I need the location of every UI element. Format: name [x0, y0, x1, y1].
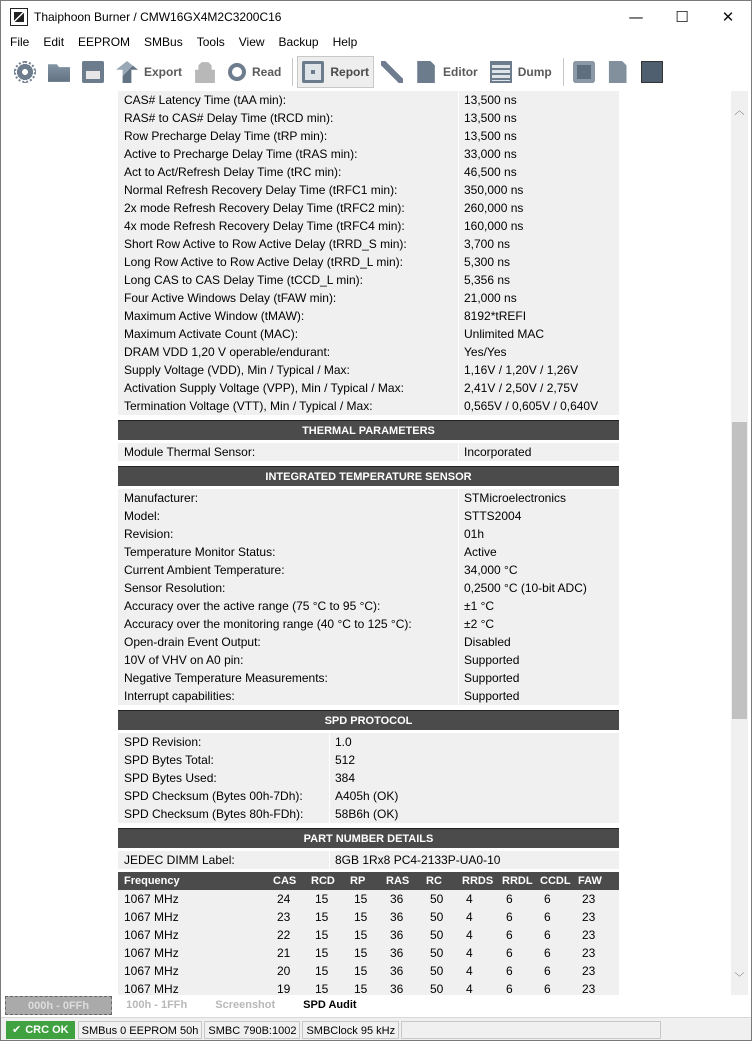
crc-status-badge [6, 1021, 75, 1039]
table-cell: 4 [466, 892, 473, 906]
row-label: JEDEC DIMM Label: [118, 851, 330, 869]
app-logo-icon [10, 8, 28, 26]
table-cell: 20 [277, 964, 291, 978]
row-label: Termination Voltage (VTT), Min / Typical / Max: [118, 397, 459, 415]
row-value: 384 [335, 771, 356, 785]
report-row [118, 145, 619, 163]
row-value: 34,000 °C [464, 563, 518, 577]
export-button[interactable] [111, 56, 187, 88]
section-header-spd: SPD PROTOCOL [118, 710, 619, 730]
report-row [118, 597, 619, 615]
report-row [118, 127, 619, 145]
row-value: 46,500 ns [464, 165, 517, 179]
report-row [118, 343, 619, 361]
table-cell: 36 [390, 964, 404, 978]
row-label: Act to Act/Refresh Delay Time (tRC min): [118, 163, 459, 181]
row-value: Supported [464, 653, 520, 667]
table-cell: 23 [582, 928, 596, 942]
row-value: Active [464, 545, 497, 559]
row-value: 160,000 ns [464, 219, 524, 233]
read-label: Read [252, 65, 282, 79]
crc-status-label: CRC OK [25, 1023, 69, 1036]
read-button[interactable] [223, 56, 286, 88]
table-cell: 23 [582, 910, 596, 924]
table-cell: 1067 MHz [124, 892, 179, 906]
report-row [118, 489, 619, 507]
menu-tools[interactable]: Tools [196, 35, 225, 49]
editor-icon [415, 61, 437, 83]
spd-section [118, 733, 619, 823]
report-row [118, 235, 619, 253]
row-value: 3,700 ns [464, 237, 511, 251]
row-value: 5,300 ns [464, 255, 511, 269]
row-label: Module Thermal Sensor: [118, 443, 459, 461]
report-row [118, 543, 619, 561]
column-header: RCD [311, 875, 335, 887]
scrollbar-thumb[interactable] [732, 422, 747, 719]
column-header: RAS [386, 875, 410, 887]
table-cell: 36 [390, 946, 404, 960]
report-row [118, 751, 619, 769]
toolbar [1, 54, 751, 90]
row-value: Supported [464, 689, 520, 703]
row-label: Interrupt capabilities: [118, 687, 459, 705]
table-cell: 1067 MHz [124, 928, 179, 942]
table-cell: 21 [277, 946, 291, 960]
table-cell: 1067 MHz [124, 964, 179, 978]
section-header-thermal: THERMAL PARAMETERS [118, 420, 619, 440]
table-cell: 23 [582, 982, 596, 995]
row-value: 2,41V / 2,50V / 2,75V [464, 381, 579, 395]
status-empty-panel [401, 1021, 661, 1039]
table-cell: 36 [390, 910, 404, 924]
row-value: Unlimited MAC [464, 327, 545, 341]
dump-icon [490, 61, 512, 83]
report-row [118, 507, 619, 525]
part-section [118, 851, 619, 869]
row-value: 21,000 ns [464, 291, 517, 305]
table-cell: 6 [506, 946, 513, 960]
row-value: 58B6h (OK) [335, 807, 399, 821]
table-cell: 15 [354, 946, 368, 960]
row-label: Model: [118, 507, 459, 525]
row-label: SPD Checksum (Bytes 00h-7Dh): [118, 787, 330, 805]
table-cell: 6 [544, 928, 551, 942]
table-cell: 15 [354, 892, 368, 906]
row-label: 2x mode Refresh Recovery Delay Time (tRFC2 min): [118, 199, 459, 217]
row-label: SPD Bytes Used: [118, 769, 330, 787]
table-cell: 15 [315, 946, 329, 960]
menu-view[interactable]: View [238, 35, 265, 49]
report-row [118, 805, 619, 823]
report-row [118, 163, 619, 181]
row-label: SPD Checksum (Bytes 80h-FDh): [118, 805, 330, 823]
save-icon [82, 61, 104, 83]
thermal-section [118, 443, 619, 461]
status-bar [1, 1017, 751, 1041]
open-button[interactable] [43, 56, 75, 88]
table-cell: 24 [277, 892, 291, 906]
report-row [118, 271, 619, 289]
column-header: RRDL [502, 875, 533, 887]
table-cell: 4 [466, 964, 473, 978]
menu-edit[interactable]: Edit [43, 35, 65, 49]
row-label: Manufacturer: [118, 489, 459, 507]
menu-backup[interactable]: Backup [278, 35, 319, 49]
table-row [118, 908, 619, 926]
row-value: 8GB 1Rx8 PC4-2133P-UA0-10 [335, 853, 501, 867]
export-label: Export [144, 65, 183, 79]
row-value: 512 [335, 753, 356, 767]
table-cell: 6 [506, 964, 513, 978]
chip-button[interactable] [568, 56, 600, 88]
table-cell: 6 [544, 892, 551, 906]
timing-section [118, 91, 619, 415]
table-cell: 15 [315, 928, 329, 942]
export-icon [116, 61, 138, 83]
row-label: SPD Revision: [118, 733, 330, 751]
row-value: 5,356 ns [464, 273, 511, 287]
table-cell: 6 [544, 946, 551, 960]
row-label: Normal Refresh Recovery Delay Time (tRFC1 min): [118, 181, 459, 199]
table-cell: 15 [315, 892, 329, 906]
smbus-status: SMBus 0 EEPROM 50h [78, 1021, 203, 1039]
row-label: Long Row Active to Row Active Delay (tRRD_L min): [118, 253, 459, 271]
report-row [118, 325, 619, 343]
smbc-status: SMBC 790B:1002 [204, 1021, 300, 1039]
row-value: Incorporated [464, 445, 532, 459]
table-cell: 50 [430, 892, 444, 906]
chip-icon [573, 61, 595, 83]
table-cell: 1067 MHz [124, 982, 179, 995]
toolbar-separator [292, 58, 293, 86]
table-cell: 4 [466, 928, 473, 942]
report-row [118, 199, 619, 217]
dump-label: Dump [517, 65, 552, 79]
report-row [118, 91, 619, 109]
report-row [118, 289, 619, 307]
read-icon [228, 63, 246, 81]
window-title: Thaiphoon Burner / CMW16GX4M2C3200C16 [34, 9, 282, 24]
table-cell: 15 [315, 910, 329, 924]
row-label: RAS# to CAS# Delay Time (tRCD min): [118, 109, 459, 127]
report-row [118, 687, 619, 705]
row-label: Accuracy over the monitoring range (40 °C to 125 °C): [118, 615, 459, 633]
row-label: Maximum Activate Count (MAC): [118, 325, 459, 343]
minimize-button[interactable]: — [628, 7, 644, 26]
table-cell: 23 [582, 964, 596, 978]
table-cell: 50 [430, 928, 444, 942]
sensor-section [118, 489, 619, 705]
table-cell: 15 [315, 982, 329, 995]
waveform-icon [641, 61, 663, 83]
table-cell: 15 [315, 964, 329, 978]
table-cell: 6 [506, 910, 513, 924]
table-cell: 50 [430, 982, 444, 995]
table-cell: 6 [544, 910, 551, 924]
row-label: Four Active Windows Delay (tFAW min): [118, 289, 459, 307]
gear-icon [14, 61, 36, 83]
row-label: DRAM VDD 1,20 V operable/endurant: [118, 343, 459, 361]
row-value: 1.0 [335, 735, 352, 749]
row-label: CAS# Latency Time (tAA min): [118, 91, 459, 109]
row-value: A405h (OK) [335, 789, 399, 803]
report-row [118, 109, 619, 127]
row-label: 4x mode Refresh Recovery Delay Time (tRFC4 min): [118, 217, 459, 235]
menu-smbus[interactable]: SMBus [144, 35, 183, 49]
row-label: 10V of VHV on A0 pin: [118, 651, 459, 669]
table-row [118, 944, 619, 962]
row-value: 13,500 ns [464, 129, 517, 143]
tab-000h-0ffh[interactable]: 000h - 0FFh [5, 996, 112, 1015]
menu-help[interactable]: Help [332, 35, 358, 49]
lock-icon [194, 61, 216, 83]
table-cell: 50 [430, 964, 444, 978]
row-value: 350,000 ns [464, 183, 524, 197]
row-label: Row Precharge Delay Time (tRP min): [118, 127, 459, 145]
tab-spd-audit[interactable]: SPD Audit [303, 999, 357, 1011]
editor-label: Editor [443, 65, 478, 79]
report-row [118, 525, 619, 543]
tab-100h-1ffh[interactable]: 100h - 1FFh [126, 999, 188, 1011]
report-row [118, 561, 619, 579]
row-value: 260,000 ns [464, 201, 524, 215]
column-header: RRDS [462, 875, 494, 887]
row-label: Temperature Monitor Status: [118, 543, 459, 561]
tools-button[interactable] [376, 56, 408, 88]
table-cell: 15 [354, 928, 368, 942]
report-row [118, 217, 619, 235]
row-label: Sensor Resolution: [118, 579, 459, 597]
row-value: 1,16V / 1,20V / 1,26V [464, 363, 579, 377]
title-bar [1, 1, 751, 32]
row-label: Activation Supply Voltage (VPP), Min / Typical / Max: [118, 379, 459, 397]
view-tabs [5, 996, 747, 1015]
report-view[interactable] [5, 91, 731, 995]
table-cell: 22 [277, 928, 291, 942]
row-value: Disabled [464, 635, 511, 649]
table-cell: 15 [354, 964, 368, 978]
menu-bar [1, 32, 751, 52]
settings-button[interactable] [9, 56, 41, 88]
row-label: Current Ambient Temperature: [118, 561, 459, 579]
report-row [118, 443, 619, 461]
table-row [118, 926, 619, 944]
toolbar-separator [563, 58, 564, 86]
menu-eeprom[interactable]: EEPROM [78, 35, 131, 49]
maximize-button[interactable]: ☐ [675, 7, 689, 26]
table-cell: 6 [506, 928, 513, 942]
row-value: 0,2500 °C (10-bit ADC) [464, 581, 587, 595]
row-label: Revision: [118, 525, 459, 543]
report-button[interactable] [297, 56, 374, 88]
smbclock-status: SMBClock 95 kHz [302, 1021, 399, 1039]
row-value: 01h [464, 527, 485, 541]
report-row [118, 769, 619, 787]
table-cell: 6 [544, 982, 551, 995]
table-cell: 4 [466, 982, 473, 995]
row-value: STMicroelectronics [464, 491, 567, 505]
report-row [118, 787, 619, 805]
report-row [118, 733, 619, 751]
table-cell: 15 [354, 910, 368, 924]
table-cell: 6 [544, 964, 551, 978]
table-cell: 4 [466, 946, 473, 960]
report-row [118, 253, 619, 271]
row-label: SPD Bytes Total: [118, 751, 330, 769]
row-value: 13,500 ns [464, 93, 517, 107]
row-value: 33,000 ns [464, 147, 517, 161]
table-cell: 15 [354, 982, 368, 995]
column-header: FAW [578, 875, 602, 887]
row-label: Negative Temperature Measurements: [118, 669, 459, 687]
table-cell: 1067 MHz [124, 946, 179, 960]
report-table [118, 91, 619, 995]
report-label: Report [330, 65, 370, 79]
document-button[interactable] [602, 56, 634, 88]
table-cell: 4 [466, 910, 473, 924]
report-row [118, 579, 619, 597]
report-row [118, 307, 619, 325]
lock-button[interactable] [189, 56, 221, 88]
table-row [118, 962, 619, 980]
row-value: ±1 °C [464, 599, 495, 613]
table-cell: 23 [582, 892, 596, 906]
row-label: Maximum Active Window (tMAW): [118, 307, 459, 325]
wrench-icon [381, 61, 403, 83]
editor-button[interactable] [410, 56, 483, 88]
close-button[interactable]: ✕ [721, 7, 735, 26]
section-header-part: PART NUMBER DETAILS [118, 828, 619, 848]
timing-table-header [118, 872, 619, 890]
table-cell: 6 [506, 982, 513, 995]
row-label: Open-drain Event Output: [118, 633, 459, 651]
table-cell: 36 [390, 982, 404, 995]
save-button[interactable] [77, 56, 109, 88]
table-cell: 36 [390, 928, 404, 942]
row-value: 0,565V / 0,605V / 0,640V [464, 399, 599, 413]
row-label: Accuracy over the active range (75 °C to 95 °C): [118, 597, 459, 615]
scroll-down-icon[interactable]: ﹀ [734, 973, 745, 984]
table-cell: 36 [390, 892, 404, 906]
table-cell: 1067 MHz [124, 910, 179, 924]
table-cell: 6 [506, 892, 513, 906]
table-cell: 19 [277, 982, 291, 995]
column-header: Frequency [124, 875, 180, 887]
row-label: Long CAS to CAS Delay Time (tCCD_L min): [118, 271, 459, 289]
waveform-button[interactable] [636, 56, 668, 88]
dump-button[interactable] [485, 56, 557, 88]
report-row [118, 669, 619, 687]
report-row [118, 615, 619, 633]
table-cell: 23 [277, 910, 291, 924]
table-row [118, 890, 619, 908]
folder-icon [48, 61, 70, 83]
report-row [118, 397, 619, 415]
report-row [118, 361, 619, 379]
column-header: RP [350, 875, 366, 887]
scroll-up-icon[interactable]: ︿ [734, 106, 745, 117]
window-controls [613, 1, 751, 32]
column-header: CAS [273, 875, 297, 887]
document-icon [607, 61, 629, 83]
tab-screenshot[interactable]: Screenshot [215, 999, 276, 1011]
report-row [118, 633, 619, 651]
row-label: Active to Precharge Delay Time (tRAS min): [118, 145, 459, 163]
table-cell: 50 [430, 946, 444, 960]
vertical-scrollbar[interactable] [731, 91, 748, 995]
row-value: 8192*tREFI [464, 309, 527, 323]
table-row [118, 980, 619, 995]
row-value: ±2 °C [464, 617, 495, 631]
report-icon [302, 61, 324, 83]
row-label: Short Row Active to Row Active Delay (tRRD_S min): [118, 235, 459, 253]
row-value: Yes/Yes [464, 345, 507, 359]
row-value: Supported [464, 671, 520, 685]
section-header-sensor: INTEGRATED TEMPERATURE SENSOR [118, 466, 619, 486]
report-row [118, 651, 619, 669]
table-cell: 50 [430, 910, 444, 924]
table-cell: 23 [582, 946, 596, 960]
column-header: RC [426, 875, 442, 887]
menu-file[interactable]: File [10, 35, 30, 49]
row-value: 13,500 ns [464, 111, 517, 125]
column-header: CCDL [540, 875, 571, 887]
report-row [118, 851, 619, 869]
report-row [118, 379, 619, 397]
row-label: Supply Voltage (VDD), Min / Typical / Max: [118, 361, 459, 379]
timing-table [118, 872, 619, 995]
row-value: STTS2004 [464, 509, 522, 523]
report-row [118, 181, 619, 199]
check-icon: ✔ [12, 1022, 22, 1036]
